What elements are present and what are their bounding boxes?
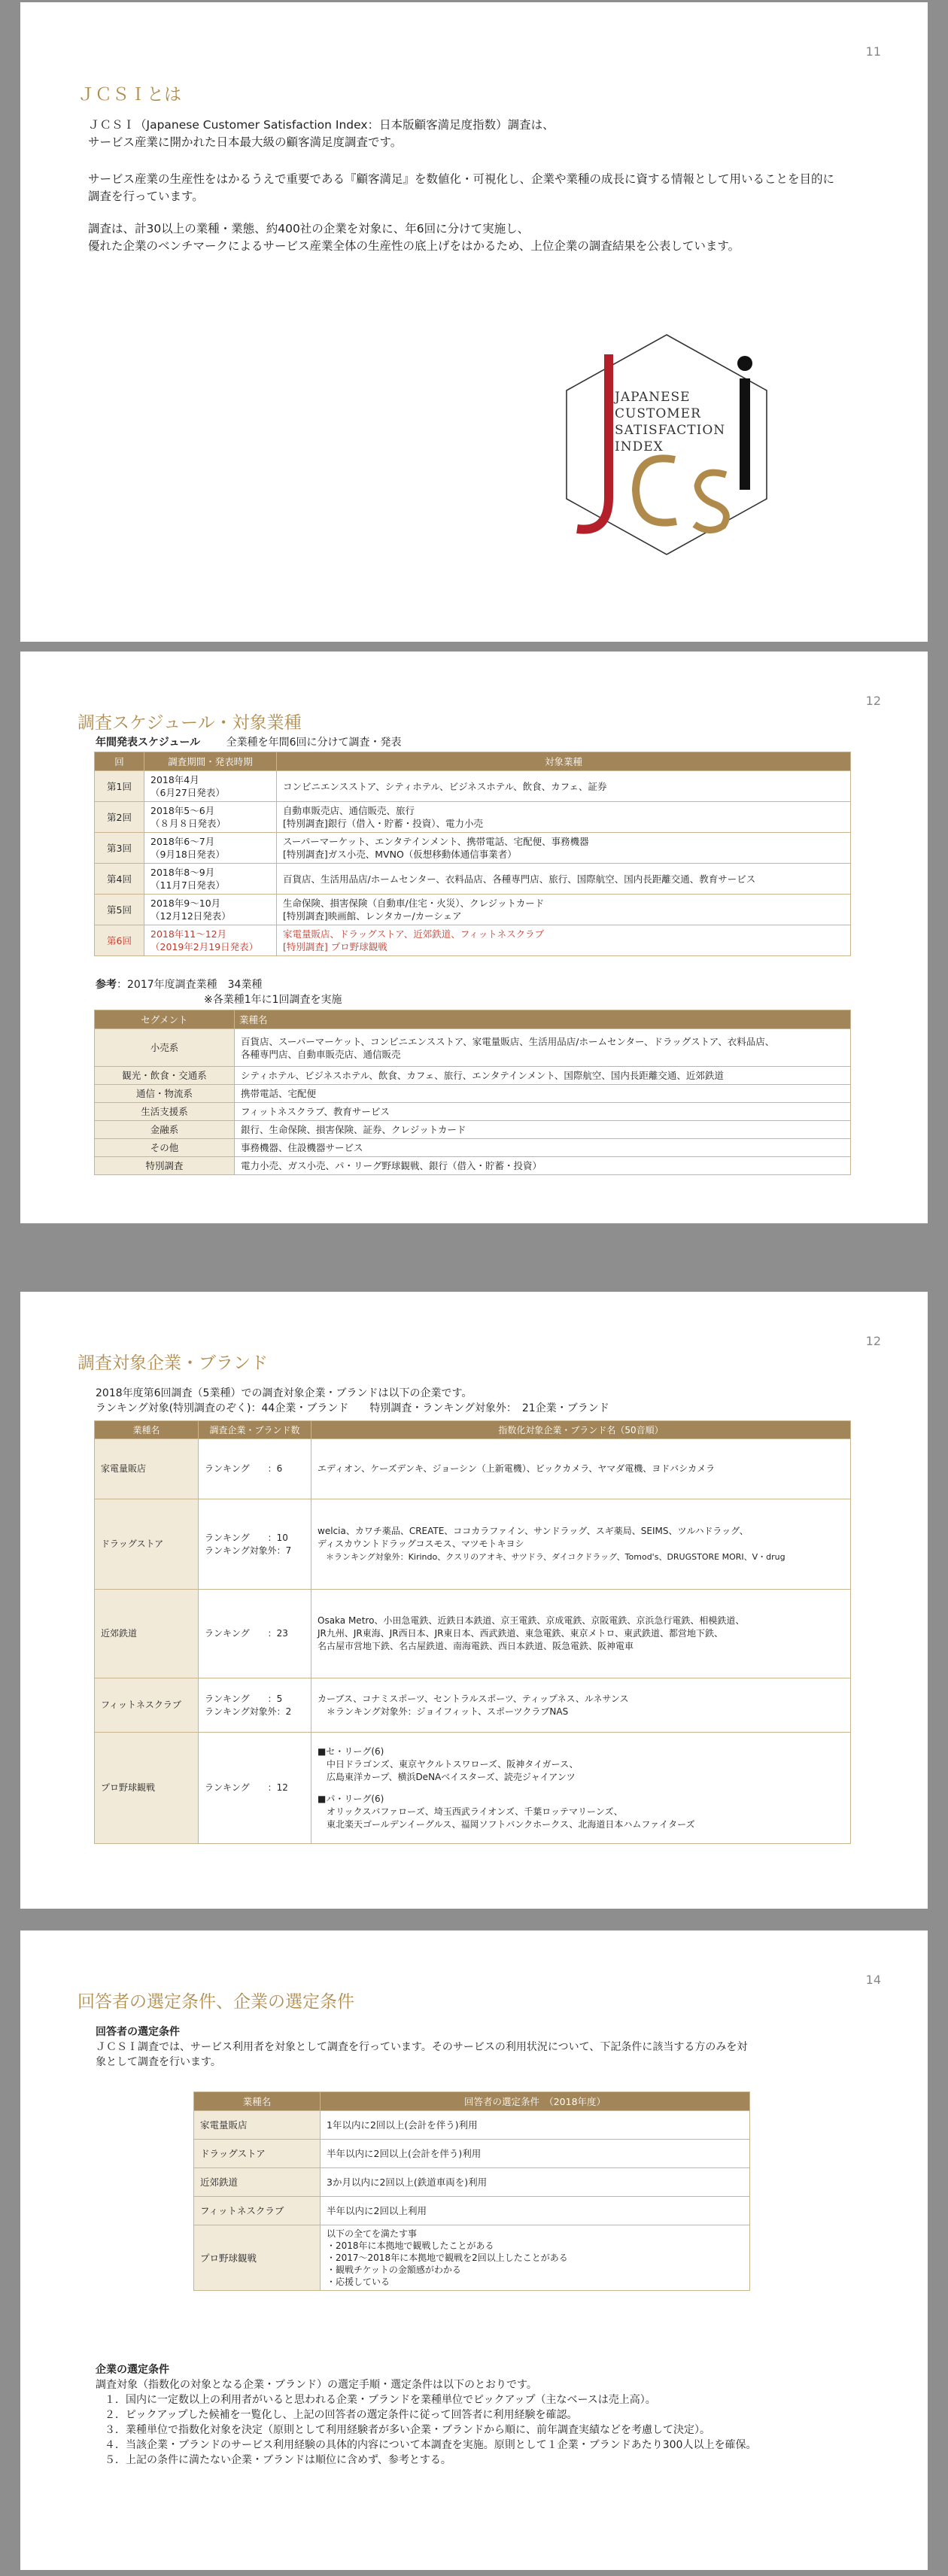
- table-row: プロ野球観戦 ランキング ：12 ■セ・リーグ(6) 中日ドラゴンズ、東京ヤクルトスワローズ、阪神タイガース、 広島東洋カープ、横浜DeNAベイスターズ、読売ジャイアンツ ■パ・リーグ(6) オリックスバファローズ、埼玉西武ライオンズ、千葉ロッテマリーンズ、 東北楽天ゴールデンイーグルス、福岡ソフトバンクホークス、北海道日本ハムファイターズ: [95, 1733, 851, 1844]
- svg-text:SATISFACTION: SATISFACTION: [615, 423, 726, 438]
- table-row: 通信・物流系 携帯電話、宅配便: [95, 1085, 851, 1103]
- page-title: 調査スケジュール・対象業種: [77, 713, 302, 733]
- table-row: ドラッグストア 半年以内に2回以上(会計を伴う)利用: [194, 2140, 750, 2168]
- reference-heading: 参考：2017年度調査業種 34業種: [96, 979, 263, 991]
- table-row: 観光・飲食・交通系 シティホテル、ビジネスホテル、飲食、カフェ、旅行、エンタテインメント、国際航空、国内長距離交通、近郊鉄道: [95, 1067, 851, 1085]
- page-number: 12: [865, 694, 881, 708]
- table-row: 近郊鉄道 3か月以内に2回以上(鉄道車両を)利用: [194, 2168, 750, 2197]
- table-row: その他 事務機器、住設機器サービス: [95, 1139, 851, 1157]
- table-row: ドラッグストア ランキング ：10 ランキング対象外：7 welcia、カワチ薬品、CREATE、ココカラファイン、サンドラッグ、スギ薬局、SEIMS、ツルハドラッグ、 ディスカウントドラッグコスモス、マツモトキヨシ ＊ランキング対象外：Kirindo、クスリのアオキ、サツドラ、ダイコクドラッグ、Tomod's、DRUGSTORE MORI、V・drug: [95, 1499, 851, 1590]
- page-target-brands: [20, 1292, 928, 1909]
- respondent-section: 回答者の選定条件 ＪＣＳＩ調査では、サービス利用者を対象として調査を行っています。そのサービスの利用状況について、下記条件に該当する方のみを対 象として調査を行います。: [96, 2026, 748, 2068]
- table-row: 特別調査 電力小売、ガス小売、パ・リーグ野球観戦、銀行（借入・貯蓄・投資）: [95, 1157, 851, 1175]
- table-row: 近郊鉄道 ランキング ：23 Osaka Metro、小田急電鉄、近鉄日本鉄道、京王電鉄、京成電鉄、京阪電鉄、京浜急行電鉄、相模鉄道、 JR九州、JR東海、JR西日本、JR東日本、西武鉄道、東急電鉄、東京メトロ、東武鉄道、都営地下鉄、 名古屋市営地下鉄、名古屋鉄道、南海電鉄、西日本鉄道、阪急電鉄、阪神電車: [95, 1590, 851, 1678]
- criteria-list: [96, 2392, 756, 2468]
- table-row: 小売系 百貨店、スーパーマーケット、コンビニエンスストア、家電量販店、生活用品店/ホームセンター、ドラッグストア、衣料品店、 各種専門店、自動車販売店、通信販売: [95, 1029, 851, 1067]
- respondent-criteria-table: 業種名 回答者の選定条件 （2018年度） 家電量販店 1年以内に2回以上(会計を伴う)利用 ドラッグストア 半年以内に2回以上(会計を伴う)利用 近郊鉄道 3か月以内に2回以上(鉄道車両を)利用 フィットネスクラブ 半年以内に2回以上利用 プロ野球観戦 以下の全てを満たす事 ・2018年に本拠地で観戦したことがある ・2017～2018年に本拠地で観戦を2回以上したことがある ・観戦チケットの金額感がわかる ・応援している: [193, 2091, 750, 2291]
- table-row: プロ野球観戦 以下の全てを満たす事 ・2018年に本拠地で観戦したことがある ・2017～2018年に本拠地で観戦を2回以上したことがある ・観戦チケットの金額感がわかる ・応援している: [194, 2225, 750, 2291]
- page-jcsi-about: [20, 2, 928, 642]
- page-number: 14: [865, 1973, 881, 1987]
- table-row: 第2回 2018年5～6月 （８月８日発表） 自動車販売店、通信販売、旅行 [特別調査]銀行（借入・貯蓄・投資）、電力小売: [95, 802, 851, 833]
- page-number: 11: [865, 44, 881, 59]
- table-row: 金融系 銀行、生命保険、損害保険、証券、クレジットカード: [95, 1121, 851, 1139]
- table-row: 第5回 2018年9～10月 （12月12日発表） 生命保険、損害保険（自動車/住宅・火災）、クレジットカード [特別調査]映画館、レンタカー/カーシェア: [95, 895, 851, 925]
- table-row: 家電量販店 ランキング ：6 エディオン、ケーズデンキ、ジョーシン（上新電機）、ビックカメラ、ヤマダ電機、ヨドバシカメラ: [95, 1439, 851, 1499]
- list-item: １．国内に一定数以上の利用者がいると思われる企業・ブランドを業種単位でピックアップ（主なベースは売上高）。: [105, 2394, 656, 2406]
- schedule-heading-line: 年間発表スケジュール 全業種を年間6回に分けて調査・発表: [96, 737, 402, 749]
- intro-paragraph: ＪＣＳＩ（Japanese Customer Satisfaction Index：日本版顧客満足度指数）調査は、 サービス産業に開かれた日本最大級の顧客満足度調査です。: [88, 118, 555, 149]
- purpose-paragraph: サービス産業の生産性をはかるうえで重要である『顧客満足』を数値化・可視化し、企業や業種の成長に資する情報として用いることを目的に 調査を行っています。: [88, 172, 835, 203]
- schedule-table: 回 調査期間・発表時期 対象業種 第1回 2018年4月 （6月27日発表） コンビニエンスストア、シティホテル、ビジネスホテル、飲食、カフェ、証券 第2回 2018年5～6月 （８月８日発表） 自動車販売店、通信販売、旅行 [特別調査]銀行（借入・貯蓄・投資）、電力小売 第3回 2018年6～7月 （9月18日発表） スーパーマーケット、エンタテインメント、携帯電話、宅配便、事務機器 [特別調査]ガス小売、MVNO（仮想移動体通信事業者） 第4回 2018年8～9月 （11月7日発表） 百貨店、生活用品店/ホームセンター、衣料品店、各種専門店、旅行、国際航空、国内長距離交通、教育サービス 第5回 2018年9～10月 （12月12日発表） 生命保険、損害保険（自動車/住宅・火災）、クレジットカード [特別調査]映画館、レンタカー/カーシェア 第6回 2018年11～12月 （2019年2月19日発表） 家電量販店、ドラッグストア、近郊鉄道、フィットネスクラブ [特別調査] プロ野球観戦: [94, 752, 851, 956]
- segment-table: セグメント 業種名 小売系 百貨店、スーパーマーケット、コンビニエンスストア、家電量販店、生活用品店/ホームセンター、ドラッグストア、衣料品店、 各種専門店、自動車販売店、通信販売 観光・飲食・交通系 シティホテル、ビジネスホテル、飲食、カフェ、旅行、エンタテインメント、国際航空、国内長距離交通、近郊鉄道 通信・物流系 携帯電話、宅配便 生活支援系 フィットネスクラブ、教育サービス 金融系 銀行、生命保険、損害保険、証券、クレジットカード その他 事務機器、住設機器サービス 特別調査 電力小売、ガス小売、パ・リーグ野球観戦、銀行（借入・貯蓄・投資）: [94, 1010, 851, 1175]
- table-row: 家電量販店 1年以内に2回以上(会計を伴う)利用: [194, 2111, 750, 2140]
- brands-intro: 2018年度第6回調査（5業種）での調査対象企業・ブランドは以下の企業です。 ランキング対象(特別調査のぞく)：44企業・ブランド 特別調査・ランキング対象外： 21企業・ブランド: [96, 1387, 609, 1414]
- page-schedule: [20, 652, 928, 1223]
- table-row: 第3回 2018年6～7月 （9月18日発表） スーパーマーケット、エンタテインメント、携帯電話、宅配便、事務機器 [特別調査]ガス小売、MVNO（仮想移動体通信事業者）: [95, 833, 851, 864]
- reference-note: ※各業種1年に1回調査を実施: [204, 994, 342, 1006]
- table-row: フィットネスクラブ 半年以内に2回以上利用: [194, 2197, 750, 2225]
- list-item: ４．当該企業・ブランドのサービス利用経験の具体的内容について本調査を実施。原則として１企業・ブランドあたり300人以上を確保。: [105, 2439, 757, 2451]
- list-item: ５．上記の条件に満たない企業・ブランドは順位に含めず、参考とする。: [105, 2454, 451, 2466]
- jcsi-logo: [562, 332, 771, 557]
- list-item: ３．業種単位で指数化対象を決定（原則として利用経験者が多い企業・ブランドから順に、前年調査実績などを考慮して決定）。: [105, 2424, 710, 2436]
- page-title: 回答者の選定条件、企業の選定条件: [77, 1992, 354, 2012]
- table-row: フィットネスクラブ ランキング ：5 ランキング対象外：2 カーブス、コナミスポーツ、セントラルスポーツ、ティップネス、ルネサンス ＊ランキング対象外：ジョイフィット、スポーツクラブNAS: [95, 1678, 851, 1733]
- table-row-highlight: 第6回 2018年11～12月 （2019年2月19日発表） 家電量販店、ドラッグストア、近郊鉄道、フィットネスクラブ [特別調査] プロ野球観戦: [95, 925, 851, 956]
- brands-table: 業種名 調査企業・ブランド数 指数化対象企業・ブランド名（50音順） 家電量販店 ランキング ：6 エディオン、ケーズデンキ、ジョーシン（上新電機）、ビックカメラ、ヤマダ電機、ヨドバシカメラ ドラッグストア ランキング ：10 ランキング対象外：7 welcia、カワチ薬品、CREATE、ココカラファイン、サンドラッグ、スギ薬局、SEIMS、ツルハドラッグ、 ディスカウントドラッグコスモス、マツモトキヨシ ＊ランキング対象外：Kirindo、クスリのアオキ、サツドラ、ダイコクドラッグ、Tomod's、DRUGSTORE MORI、V・drug 近郊鉄道 ランキング ：23 Osaka Metro、小田急電鉄、近鉄日本鉄道、京王電鉄、京成電鉄、京阪電鉄、京浜急行電鉄、相模鉄道、 JR九州、JR東海、JR西日本、JR東日本、西武鉄道、東急電鉄、東京メトロ、東武鉄道、都営地下鉄、 名古屋市営地下鉄、名古屋鉄道、南海電鉄、西日本鉄道、阪急電鉄、阪神電車 フィットネスクラブ ランキング ：5 ランキング対象外：2 カーブス、コナミスポーツ、セントラルスポーツ、ティップネス、ルネサンス ＊ランキング対象外：ジョイフィット、スポーツクラブNAS プロ野球観戦 ランキング ：12 ■セ・リーグ(6) 中日ドラゴンズ、東京ヤクルトスワローズ、阪神タイガース、 広島東洋カープ、横浜DeNAベイスターズ、読売ジャイアンツ ■パ・リーグ(6) オリックスバファローズ、埼玉西武ライオンズ、千葉ロッテマリーンズ、 東北楽天ゴールデンイーグルス、福岡ソフトバンクホークス、北海道日本ハムファイターズ: [94, 1420, 851, 1844]
- page-title: 調査対象企業・ブランド: [77, 1353, 268, 1373]
- page-title: ＪＣＳＩとは: [77, 85, 181, 105]
- table-row: 生活支援系 フィットネスクラブ、教育サービス: [95, 1103, 851, 1121]
- page-number: 12: [865, 1334, 881, 1348]
- svg-text:JAPANESE: JAPANESE: [615, 390, 691, 405]
- list-item: ２．ピックアップした候補を一覧化し、上記の回答者の選定条件に従って回答者に利用経験を確認。: [105, 2409, 578, 2421]
- svg-text:CUSTOMER: CUSTOMER: [615, 406, 701, 421]
- survey-paragraph: 調査は、計30以上の業種・業態、約400社の企業を対象に、年6回に分けて実施し、 優れた企業のベンチマークによるサービス産業全体の生産性の底上げをはかるため、上位企業の調査結果を公表しています。: [88, 222, 740, 253]
- company-criteria-section: 企業の選定条件 調査対象（指数化の対象となる企業・ブランド）の選定手順・選定条件は以下のとおりです。 １．国内に一定数以上の利用者がいると思われる企業・ブランドを業種単位でピックアップ（主なベースは売上高）。 ２．ピックアップした候補を一覧化し、上記の回答者の選定条件に従って回答者に利用経験を確認。 ３．業種単位で指数化対象を決定（原則として利用経験者が多い企業・ブランドから順に、前年調査実績などを考慮して決定）。 ４．当該企業・ブランドのサービス利用経験の具体的内容について本調査を実施。原則として１企業・ブランドあたり300人以上を確保。 ５．上記の条件に満たない企業・ブランドは順位に含めず、参考とする。: [96, 2364, 757, 2466]
- table-row: 第4回 2018年8～9月 （11月7日発表） 百貨店、生活用品店/ホームセンター、衣料品店、各種専門店、旅行、国際航空、国内長距離交通、教育サービス: [95, 864, 851, 895]
- table-row: 第1回 2018年4月 （6月27日発表） コンビニエンスストア、シティホテル、ビジネスホテル、飲食、カフェ、証券: [95, 771, 851, 802]
- page-selection-criteria: [20, 1930, 928, 2570]
- svg-text:INDEX: INDEX: [615, 439, 664, 454]
